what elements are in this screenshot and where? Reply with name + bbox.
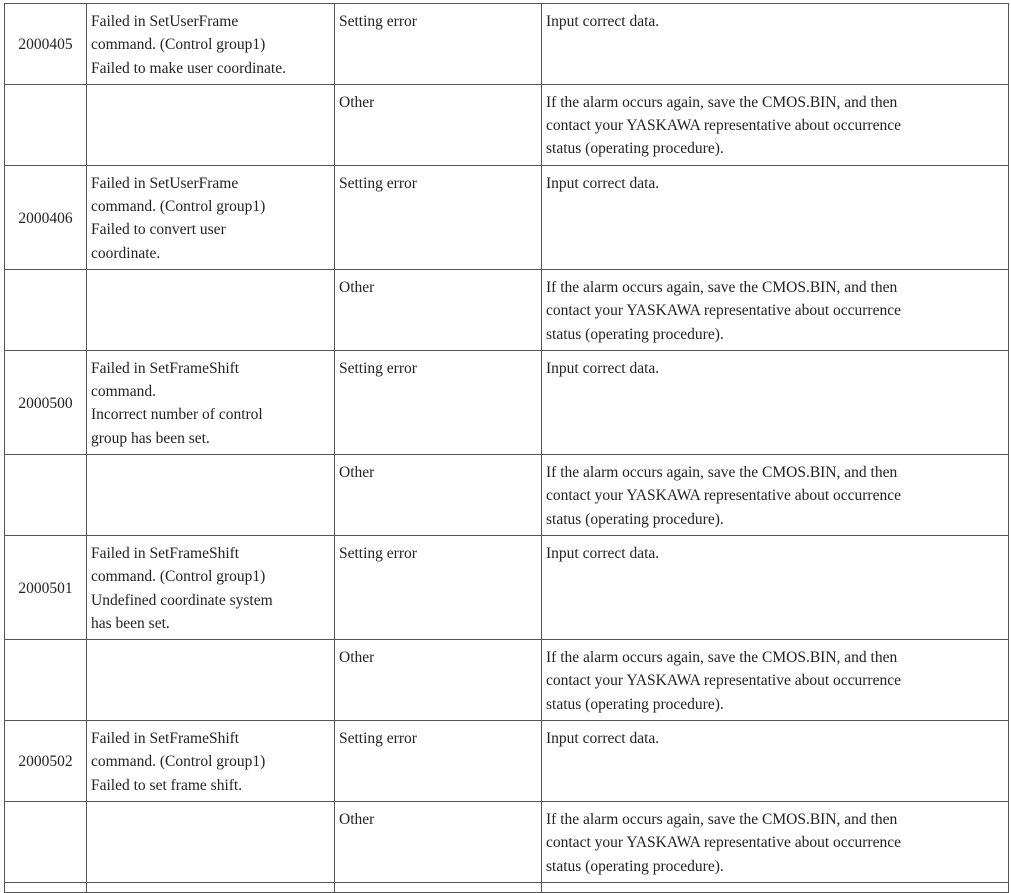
remedy-cell [542, 801, 1009, 882]
cause-cell: Other [335, 801, 542, 882]
alarm-meaning-cell [87, 4, 335, 85]
remedy-line: If the alarm occurs again, save the CMOS.BIN, and then [546, 93, 898, 111]
remedy-line: If the alarm occurs again, save the CMOS.BIN, and then [546, 810, 898, 828]
remedy-line: Input correct data. [546, 544, 660, 562]
table-row [5, 350, 1009, 454]
alarm-meaning-cell [87, 350, 335, 454]
meaning-line: command. [91, 383, 156, 401]
alarm-code-cell: 2000501 [5, 535, 87, 639]
alarm-code-cell: 2000405 [5, 4, 87, 85]
remedy-line: status (operating procedure). [546, 140, 724, 158]
cause-cell: Other [335, 269, 542, 350]
remedy-line: status (operating procedure). [546, 695, 724, 713]
table-row [5, 535, 1009, 639]
alarm-code-cell-empty [5, 84, 87, 165]
remedy-cell [542, 84, 1009, 165]
remedy-line: status (operating procedure). [546, 325, 724, 343]
table-row [5, 640, 1009, 721]
remedy-line: Input correct data. [546, 13, 660, 30]
cause-cell: Setting error [335, 535, 542, 639]
meaning-line: coordinate. [91, 244, 161, 262]
cause-cell: Setting error [335, 165, 542, 269]
remedy-line: Input correct data. [546, 174, 660, 192]
meaning-line: has been set. [91, 614, 170, 632]
alarm-code-cell-empty [5, 801, 87, 882]
alarm-code-cell-empty [5, 269, 87, 350]
meaning-line: Incorrect number of control [91, 406, 263, 424]
meaning-line: command. (Control group1) [91, 753, 266, 771]
remedy-line: Input correct data. [546, 359, 660, 377]
table-row [5, 721, 1009, 802]
table-row [5, 882, 1009, 892]
meaning-line: Failed to set frame shift. [91, 776, 243, 794]
meaning-line: Failed in SetUserFrame [91, 13, 239, 30]
remedy-cell [542, 455, 1009, 536]
remedy-line: contact your YASKAWA representative about occurrence [546, 672, 901, 690]
remedy-line: contact your YASKAWA representative about occurrence [546, 117, 901, 135]
alarm-code-cell: 2000406 [5, 165, 87, 269]
meaning-line: Failed in SetFrameShift [91, 544, 240, 562]
alarm-code-cell-empty [5, 882, 87, 892]
alarm-code-table [4, 3, 1009, 893]
alarm-meaning-cell-empty [87, 455, 335, 536]
meaning-line: command. (Control group1) [91, 36, 266, 54]
meaning-line: group has been set. [91, 429, 210, 447]
meaning-line: command. (Control group1) [91, 198, 266, 216]
meaning-line: Failed in SetFrameShift [91, 730, 240, 748]
table-row [5, 801, 1009, 882]
alarm-meaning-cell [87, 535, 335, 639]
remedy-line: status (operating procedure). [546, 857, 724, 875]
cause-cell-empty [335, 882, 542, 892]
alarm-meaning-cell [87, 165, 335, 269]
alarm-code-cell-empty [5, 640, 87, 721]
alarm-meaning-cell-empty [87, 640, 335, 721]
remedy-cell [542, 350, 1009, 454]
alarm-code-cell: 2000500 [5, 350, 87, 454]
cause-cell: Setting error [335, 4, 542, 85]
remedy-line: status (operating procedure). [546, 510, 724, 528]
cause-cell: Other [335, 640, 542, 721]
remedy-line: contact your YASKAWA representative about occurrence [546, 302, 901, 320]
remedy-line: contact your YASKAWA representative about occurrence [546, 487, 901, 505]
alarm-code-cell-empty [5, 455, 87, 536]
remedy-cell [542, 640, 1009, 721]
alarm-code-cell: 2000502 [5, 721, 87, 802]
alarm-meaning-cell-empty [87, 882, 335, 892]
table-row [5, 269, 1009, 350]
remedy-cell [542, 165, 1009, 269]
alarm-meaning-cell-empty [87, 801, 335, 882]
remedy-line: If the alarm occurs again, save the CMOS.BIN, and then [546, 649, 898, 667]
meaning-line: Failed in SetUserFrame [91, 174, 239, 192]
alarm-meaning-cell-empty [87, 269, 335, 350]
remedy-line: If the alarm occurs again, save the CMOS.BIN, and then [546, 278, 898, 296]
meaning-line: Undefined coordinate system [91, 591, 273, 609]
remedy-cell [542, 4, 1009, 85]
remedy-line: contact your YASKAWA representative about occurrence [546, 834, 901, 852]
cause-cell: Setting error [335, 350, 542, 454]
remedy-line: Input correct data. [546, 730, 660, 748]
meaning-line: Failed to make user coordinate. [91, 59, 286, 77]
meaning-line: Failed in SetFrameShift [91, 359, 240, 377]
cause-cell: Other [335, 455, 542, 536]
remedy-cell [542, 535, 1009, 639]
meaning-line: Failed to convert user [91, 221, 226, 239]
remedy-cell-empty [542, 882, 1009, 892]
table-row [5, 84, 1009, 165]
remedy-cell [542, 269, 1009, 350]
cause-cell: Other [335, 84, 542, 165]
remedy-line: If the alarm occurs again, save the CMOS.BIN, and then [546, 464, 898, 482]
alarm-meaning-cell-empty [87, 84, 335, 165]
remedy-cell [542, 721, 1009, 802]
table-row [5, 4, 1009, 85]
meaning-line: command. (Control group1) [91, 568, 266, 586]
alarm-meaning-cell [87, 721, 335, 802]
cause-cell: Setting error [335, 721, 542, 802]
table-row [5, 455, 1009, 536]
table-row [5, 165, 1009, 269]
